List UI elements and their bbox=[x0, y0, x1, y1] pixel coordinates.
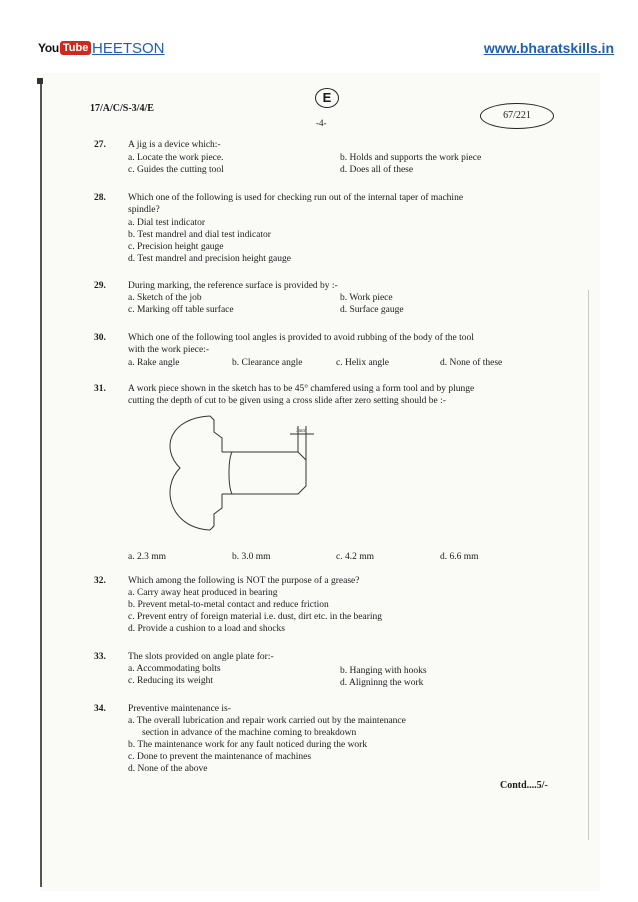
option: a. 2.3 mm bbox=[128, 552, 166, 562]
continued-note: Contd....5/- bbox=[500, 780, 548, 791]
scan-corner-mark bbox=[37, 78, 43, 84]
option: d. Aligninng the work bbox=[340, 678, 424, 688]
option: d. Test mandrel and precision height gauge bbox=[128, 254, 291, 264]
question-text: with the work piece:- bbox=[128, 345, 209, 355]
reference-number: 67/221 bbox=[480, 103, 554, 129]
question-text: During marking, the reference surface is provided by :- bbox=[128, 281, 338, 291]
paper-code: 17/A/C/S-3/4/E bbox=[90, 103, 154, 114]
question-text: A jig is a device which:- bbox=[128, 140, 221, 150]
option: d. None of the above bbox=[128, 764, 208, 774]
page-header bbox=[0, 0, 638, 66]
brand-link[interactable]: HEETSON bbox=[92, 40, 165, 57]
question-number: 31. bbox=[94, 384, 106, 394]
option: a. Dial test indicator bbox=[128, 218, 206, 228]
option: c. Helix angle bbox=[336, 358, 390, 368]
option: d. Does all of these bbox=[340, 165, 414, 175]
question-text: Which among the following is NOT the purpose of a grease? bbox=[128, 576, 360, 586]
question-number: 27. bbox=[94, 140, 106, 150]
question-text: A work piece shown in the sketch has to be 45° chamfered using a form tool and by plunge bbox=[128, 384, 475, 394]
youtube-logo-icon[interactable] bbox=[38, 41, 91, 55]
option: a. The overall lubrication and repair work carried out by the maintenance bbox=[128, 716, 406, 726]
option: c. Guides the cutting tool bbox=[128, 165, 224, 175]
youtube-logo-tube: Tube bbox=[60, 41, 91, 55]
option: c. Done to prevent the maintenance of machines bbox=[128, 752, 312, 762]
question-number: 29. bbox=[94, 281, 106, 291]
option: b. Work piece bbox=[340, 293, 393, 303]
option: a. Accommodating bolts bbox=[128, 664, 221, 674]
option: a. Sketch of the job bbox=[128, 293, 202, 303]
option: b. 3.0 mm bbox=[232, 552, 271, 562]
option: c. Precision height gauge bbox=[128, 242, 224, 252]
scan-right-edge bbox=[588, 290, 589, 840]
option: a. Locate the work piece. bbox=[128, 153, 224, 163]
scan-left-edge bbox=[40, 82, 42, 887]
question-number: 34. bbox=[94, 704, 106, 714]
sketch-dimension-label: 3mm bbox=[296, 429, 307, 434]
option: c. Marking off table surface bbox=[128, 305, 234, 315]
question-text: Preventive maintenance is- bbox=[128, 704, 231, 714]
youtube-logo-you: You bbox=[38, 41, 59, 55]
language-mark: E bbox=[315, 88, 339, 108]
option: c. Prevent entry of foreign material i.e. dust, dirt etc. in the bearing bbox=[128, 612, 383, 622]
option: b. The maintenance work for any fault noticed during the work bbox=[128, 740, 368, 750]
option: d. Surface gauge bbox=[340, 305, 404, 315]
site-link[interactable]: www.bharatskills.in bbox=[483, 40, 614, 56]
option: b. Test mandrel and dial test indicator bbox=[128, 230, 271, 240]
option: b. Prevent metal-to-metal contact and reduce friction bbox=[128, 600, 329, 610]
question-number: 30. bbox=[94, 333, 106, 343]
workpiece-sketch bbox=[150, 408, 330, 548]
option: d. Provide a cushion to a load and shocks bbox=[128, 624, 285, 634]
question-text: cutting the depth of cut to be given using a cross slide after zero setting should be :- bbox=[128, 396, 446, 406]
option: b. Hanging with hooks bbox=[340, 666, 427, 676]
option: d. 6.6 mm bbox=[440, 552, 479, 562]
option: d. None of these bbox=[440, 358, 503, 368]
question-number: 33. bbox=[94, 652, 106, 662]
question-number: 28. bbox=[94, 193, 106, 203]
question-text: Which one of the following is used for checking run out of the internal taper of machine bbox=[128, 193, 464, 203]
option: b. Holds and supports the work piece bbox=[340, 153, 482, 163]
question-text: spindle? bbox=[128, 205, 160, 215]
question-text: The slots provided on angle plate for:- bbox=[128, 652, 274, 662]
option: a. Carry away heat produced in bearing bbox=[128, 588, 278, 598]
option: a. Rake angle bbox=[128, 358, 180, 368]
page-number: -4- bbox=[316, 118, 327, 128]
option: b. Clearance angle bbox=[232, 358, 303, 368]
question-text: Which one of the following tool angles is provided to avoid rubbing of the body of the tool bbox=[128, 333, 474, 343]
question-number: 32. bbox=[94, 576, 106, 586]
option: c. Reducing its weight bbox=[128, 676, 213, 686]
option: c. 4.2 mm bbox=[336, 552, 374, 562]
option: section in advance of the machine coming to breakdown bbox=[142, 728, 357, 738]
